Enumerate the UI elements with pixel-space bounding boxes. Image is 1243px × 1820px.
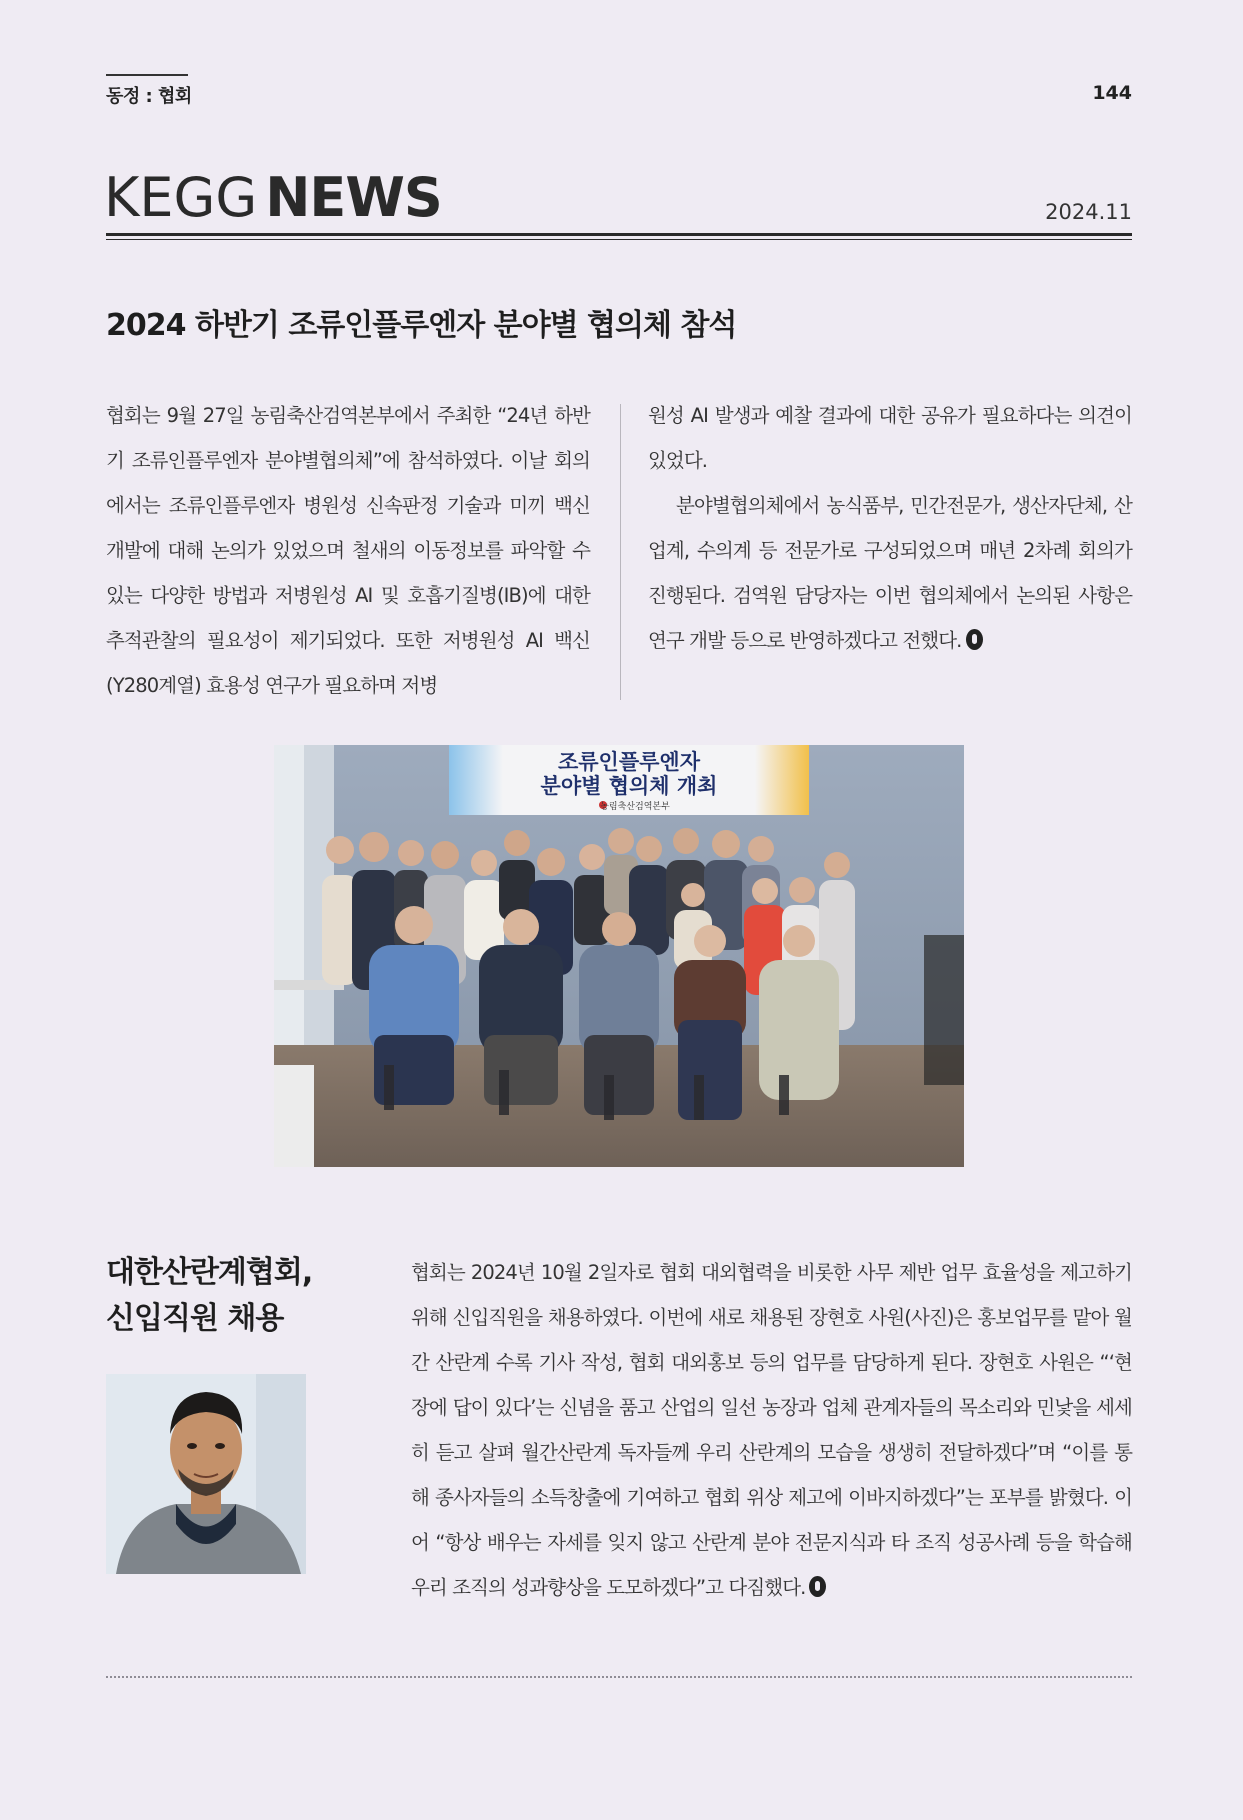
article-title: 2024 하반기 조류인플루엔자 분야별 협의체 참석 — [106, 308, 737, 343]
section-label-rule — [106, 74, 188, 76]
staff-portrait-photo — [106, 1374, 306, 1574]
group-photo-illustration — [274, 745, 964, 1167]
banner-line-2: 분야별 협의체 개최 — [540, 774, 718, 798]
end-mark-icon — [809, 1576, 826, 1597]
paragraph-text: 협회는 2024년 10월 2일자로 협회 대외협력을 비롯한 사무 제반 업무 효율성을 제고하기 위해 신입직원을 채용하였다. 이번에 새로 채용된 장현호 사원(사진)은 홍보업무를 맡아 월간 산란계 수록 기사 작성, 협회 대외홍보 등의 업무를 담당하게 된다. 장현호 사원은 “‘현장에 답이 있다’는 신념을 품고 산업의 일선 농장과 업체 관계자들의 목소리와 민낯을 세세히 듣고 살펴 월간산란계 독자들께 우리 산란계의 모습을 생생히 전달하겠다”며 “이를 통해 종사자들의 소득창출에 기여하고 협회 위상 제고에 이바지하겠다”는 포부를 밝혔다. 이어 “항상 배우는 자세를 잊지 않고 산란계 분야 전문지식과 타 조직 성공사례 등을 학습해 우리 조직의 성과향상을 도모하겠다”고 다짐했다. — [411, 1261, 1132, 1599]
masthead-logo — [104, 168, 442, 228]
column-divider — [620, 404, 621, 700]
page-number: 144 — [1092, 82, 1132, 104]
article-title-line: 대한산란계협회, — [106, 1255, 313, 1290]
article-paragraph — [648, 483, 1132, 663]
article-title-line: 신입직원 채용 — [106, 1301, 284, 1336]
header-rule-thick — [106, 233, 1132, 236]
paragraph-text: 분야별협의체에서 농식품부, 민간전문가, 생산자단체, 산업계, 수의계 등 전문가로 구성되었으며 매년 2차례 회의가 진행된다. 검역원 담당자는 이번 협의체에서 논의된 사항은 연구 개발 등으로 반영하겠다고 전했다. — [648, 494, 1132, 652]
end-mark-icon — [966, 629, 983, 650]
article-body-column-left: 협회는 9월 27일 농림축산검역본부에서 주최한 “24년 하반기 조류인플루엔자 분야별협의체”에 참석하였다. 이날 회의에서는 조류인플루엔자 병원성 신속판정 기술과 미끼 백신 개발에 대해 논의가 있었으며 철새의 이동정보를 파악할 수 있는 다양한 방법과 저병원성 AI 및 호흡기질병(IB)에 대한 추적관찰의 필요성이 제기되었다. 또한 저병원성 AI 백신(Y280계열) 효용성 연구가 필요하며 저병 — [106, 404, 590, 697]
banner-line-1: 조류인플루엔자 — [557, 750, 701, 774]
banner-org: 농림축산검역본부 — [600, 802, 670, 812]
group-photo — [274, 745, 964, 1167]
portrait-illustration — [106, 1374, 306, 1574]
issue-date: 2024.11 — [1045, 200, 1132, 224]
masthead-kegg: KEGG — [104, 166, 258, 229]
masthead-news: NEWS — [265, 166, 442, 229]
header-rule-thin — [106, 239, 1132, 240]
article-body-2 — [411, 1250, 1132, 1610]
section-label: 동정 : 협회 — [106, 86, 192, 107]
article-title-2 — [106, 1250, 312, 1342]
dotted-divider — [106, 1676, 1132, 1678]
article-paragraph: 원성 AI 발생과 예찰 결과에 대한 공유가 필요하다는 의견이 있었다. — [648, 404, 1132, 472]
article-body-column-right — [648, 393, 1132, 663]
